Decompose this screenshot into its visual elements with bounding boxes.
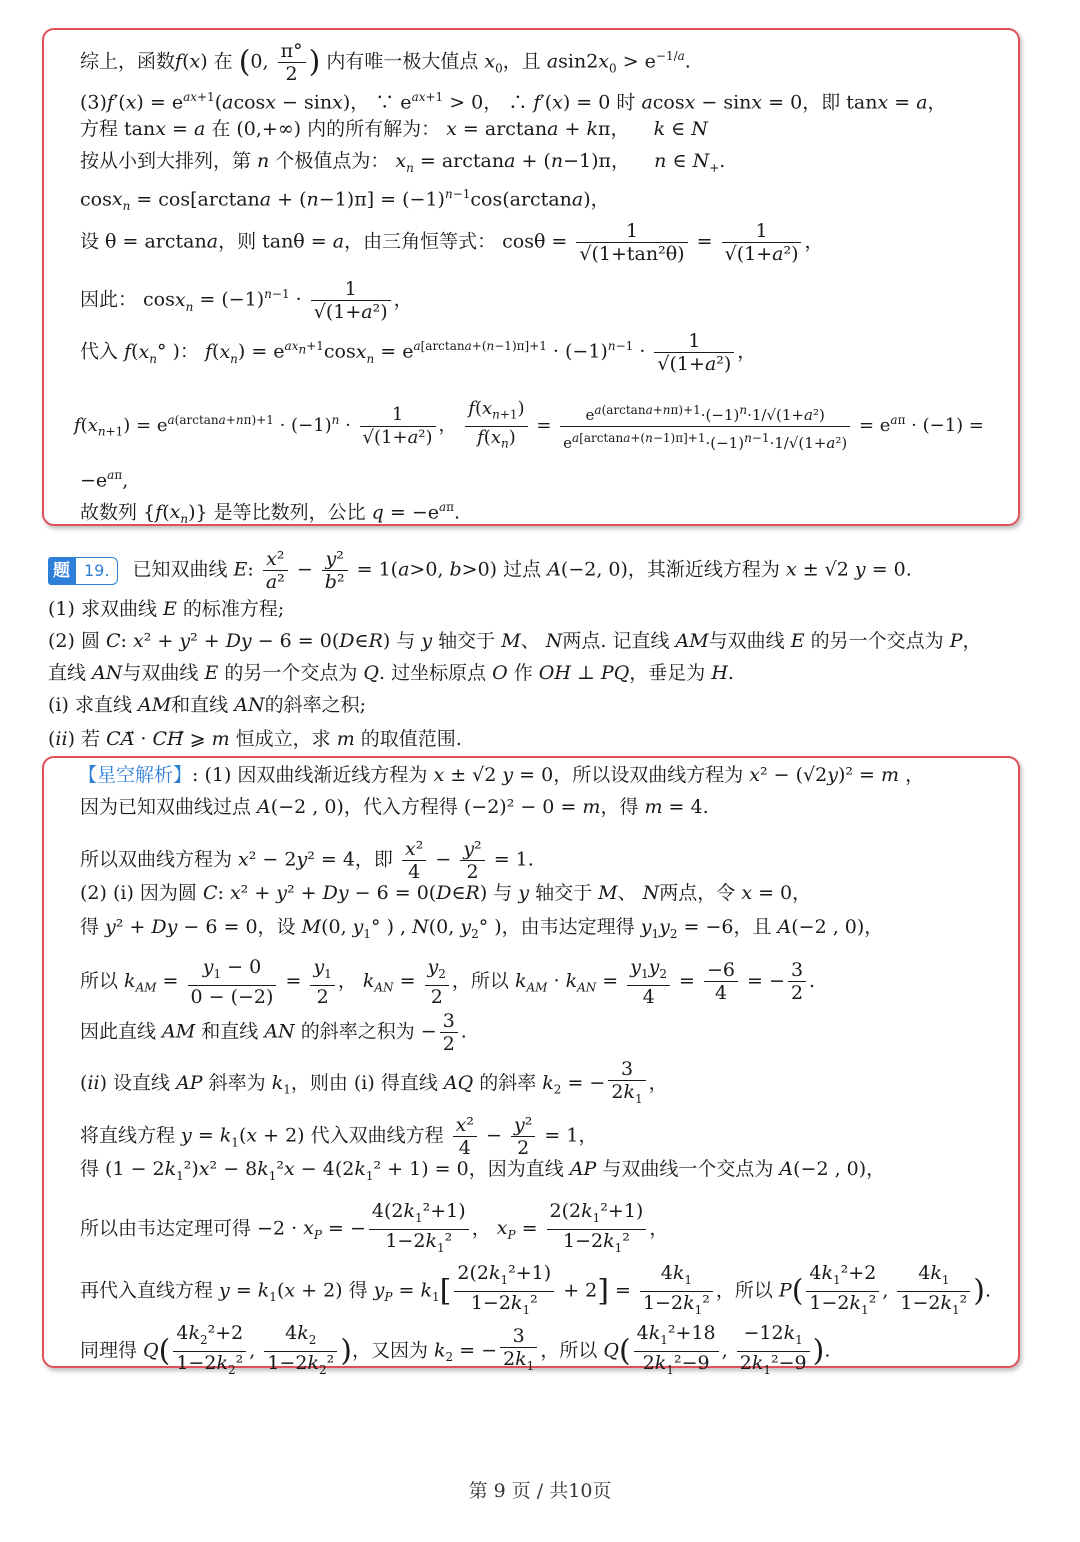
analysis-tag: 【星空解析】 <box>78 764 193 786</box>
box2-line4: (2) (i) 因为圆 C: x² + y² + Dy − 6 = 0(D∈R) 与 y 轴交于 M、 N两点，令 x = 0， <box>80 882 812 904</box>
box1-line1: 综上，函数f(x) 在 (0, $\frac{\pi^\circ}{2}$ ) 内有唯一极大值点 $x_0$，且 $asin2x_0 > e^{-1/a}$. <box>80 40 691 85</box>
question-part2-i: (i) 求直线 AM和直线 AN的斜率之积; <box>48 694 366 716</box>
box2-line13: 同理得 Q( $\frac{4k_2^2+2}{1-2k_2^2}$ , $\frac{4k_2}{1-2k_2^2}$ )，又因为 $k_2$ = − $\frac{3}{2k_1}$ ，所以 Q( $\frac{4k_1^2+18}{2k_1^2-9}$ , $\frac{-12k_1}{2k_1^2-9}$ ). <box>80 1322 831 1377</box>
box2-line8: (ii) 设直线 AP 斜率为 $k_1$，则由 (i) 得直线 AQ 的斜率 $k_2$ = − $\frac{3}{2k_1}$ ， <box>80 1058 668 1106</box>
box1-line8: 代入 $f(x_n^\circ$ )： $f(x_n) = e^{ax_n+1}\cos x_n = e^{a[arctana+(n-1)\pi]+1} \cdot (-1)^{n-1}$ · $\frac{1}{\text{√(1+a²)}}$ ， <box>80 330 757 375</box>
box2-line6: 所以 $k_{AM}$ = $\frac{y_1 - 0}{0 - (-2)}$ = $\frac{y_1}{2}$ ， $k_{AN}$ = $\frac{y_2}{2}$ ，所以 $k_{AM} \cdot k_{AN}$ = $\frac{y_1y_2}{4}$ = $\frac{-6}{4}$ = − $\frac{3}{2}$ . <box>80 956 816 1008</box>
box2-line9: 将直线方程 $y = k_1(x + 2)$ 代入双曲线方程 $\frac{\text{x²}}{4}$ − $\frac{\text{y²}}{2}$ = 1， <box>80 1114 598 1159</box>
box1-line4: 按从小到大排列，第 n 个极值点为： $x_n = \arctan a + (n-1)\pi$， n ∈ $N_+$. <box>80 150 726 175</box>
box1-line9: $f(x_{n+1}) = e^{a(arctana+n\pi)+1} \cdot (-1)^n$ · $\frac{1}{\text{√(1+a²)}}$ ， $\frac{f(x_{n+1})}{f(x_n)}$ = $\frac{e^{a(arctana+n\pi)+1}\cdot(-1)^n\cdot 1/√(1+a^2)}{e^{a[arctana+(n-1)\pi]+1}\cdot(-1)^{n-1}\cdot 1/√(1+a^2)}$ = $e^{a\pi} \cdot (-1)$ = <box>74 398 985 452</box>
box1-line11: 故数列 $\{f(x_n)\}$ 是等比数列，公比 $q = -e^{a\pi}$. <box>80 500 461 527</box>
question-part1: (1) 求双曲线 E 的标准方程; <box>48 598 285 620</box>
box2-line10: 得 $(1 - 2k_1^2)x^2 - 8k_1^2x - 4(2k_1^2 + 1) = 0$，因为直线 AP 与双曲线一个交点为 A(−2 , 0)， <box>80 1158 886 1183</box>
page-footer: 第 9 页 / 共10页 <box>468 1480 612 1502</box>
box2-line3: 所以双曲线方程为 x² − 2y² = 4，即 $\frac{\text{x²}}{4}$ − $\frac{\text{y²}}{2}$ = 1. <box>80 838 534 883</box>
box1-line3: 方程 tanx = a 在 (0,+∞) 内的所有解为： x = arctana + kπ， k ∈ N <box>80 118 708 140</box>
question-number: 19. <box>75 557 118 585</box>
question-part2-ii: (ii) 若 CA⃗ · CH⃗ ⩾ m 恒成立，求 m 的取值范围. <box>48 728 462 750</box>
box2-line7: 因此直线 AM 和直线 AN 的斜率之积为 − $\frac{3}{2}$ . <box>80 1010 467 1055</box>
box1-line5: $\cos x_n = \cos[\arctan a + (n-1)\pi] = (-1)^{n-1}\cos(\arctan a)$， <box>80 187 610 214</box>
box2-line1: 【星空解析】: (1) 因双曲线渐近线方程为 x ± √2 y = 0，所以设双曲线方程为 x² − (√2y)² = m ， <box>78 764 925 786</box>
question-19-stem: 题 19. 已知双曲线 E: $\frac{\text{x²}}{\text{a²}}$ − $\frac{\text{y²}}{\text{b²}}$ = 1(a>0, b>0) 过点 A(−2, 0)，其渐近线方程为 x ± √2 y = 0. <box>48 548 912 593</box>
question-part2: (2) 圆 C: x² + y² + Dy − 6 = 0(D∈R) 与 y 轴交于 M、 N两点. 记直线 AM与双曲线 E 的另一个交点为 P， <box>48 630 982 652</box>
question-part2-cont: 直线 AN与双曲线 E 的另一个交点为 Q. 过坐标原点 O 作 OH ⊥ PQ，垂足为 H. <box>48 662 734 684</box>
box2-line11: 所以由韦达定理可得 $-2 \cdot x_P$ = − $\frac{4(2k_1^2+1)}{1-2k_1^2}$ ， $x_P$ = $\frac{2(2k_1^2+1)}{1-2k_1^2}$ ， <box>80 1200 669 1255</box>
box2-line5: 得 y² + Dy − 6 = 0，设 M(0, $y_1^\circ$ ) , N(0, $y_2^\circ$ )，由韦达定理得 $y_1y_2 = -6$，且 A(−2 , 0)， <box>80 916 884 941</box>
box1-line10: $-e^{a\pi}$, <box>80 468 129 492</box>
box1-line7: 因此： $\cos x_n = (-1)^{n-1}$ · $\frac{1}{\text{√(1+a²)}}$ ， <box>80 278 413 323</box>
box2-line12: 再代入直线方程 $y = k_1(x + 2)$ 得 $y_P = k_1$[ $\frac{2(2k_1^2+1)}{1-2k_1^2}$ + 2] = $\frac{4k_1}{1-2k_1^2}$ ，所以 P( $\frac{4k_1^2+2}{1-2k_1^2}$ , $\frac{4k_1}{1-2k_1^2}$ ). <box>80 1262 992 1317</box>
box1-line2: $(3)f'(x) = e^{ax+1}(acosx - \sin x)$， ∵ $e^{ax+1} > 0$， ∴ f′(x) = 0 时 acosx − sinx = 0，即 tanx = a， <box>80 90 947 114</box>
box2-line2: 因为已知双曲线过点 A(−2 , 0)，代入方程得 (−2)² − 0 = m，得 m = 4. <box>80 796 709 818</box>
question-tag: 题 <box>48 557 75 585</box>
box1-line6: 设 θ = arctana，则 tanθ = a，由三角恒等式： cosθ = $\frac{1}{\text{√(1+tan²θ)}}$ = $\frac{1}{\text{√(1+a²)}}$ ， <box>80 220 824 265</box>
